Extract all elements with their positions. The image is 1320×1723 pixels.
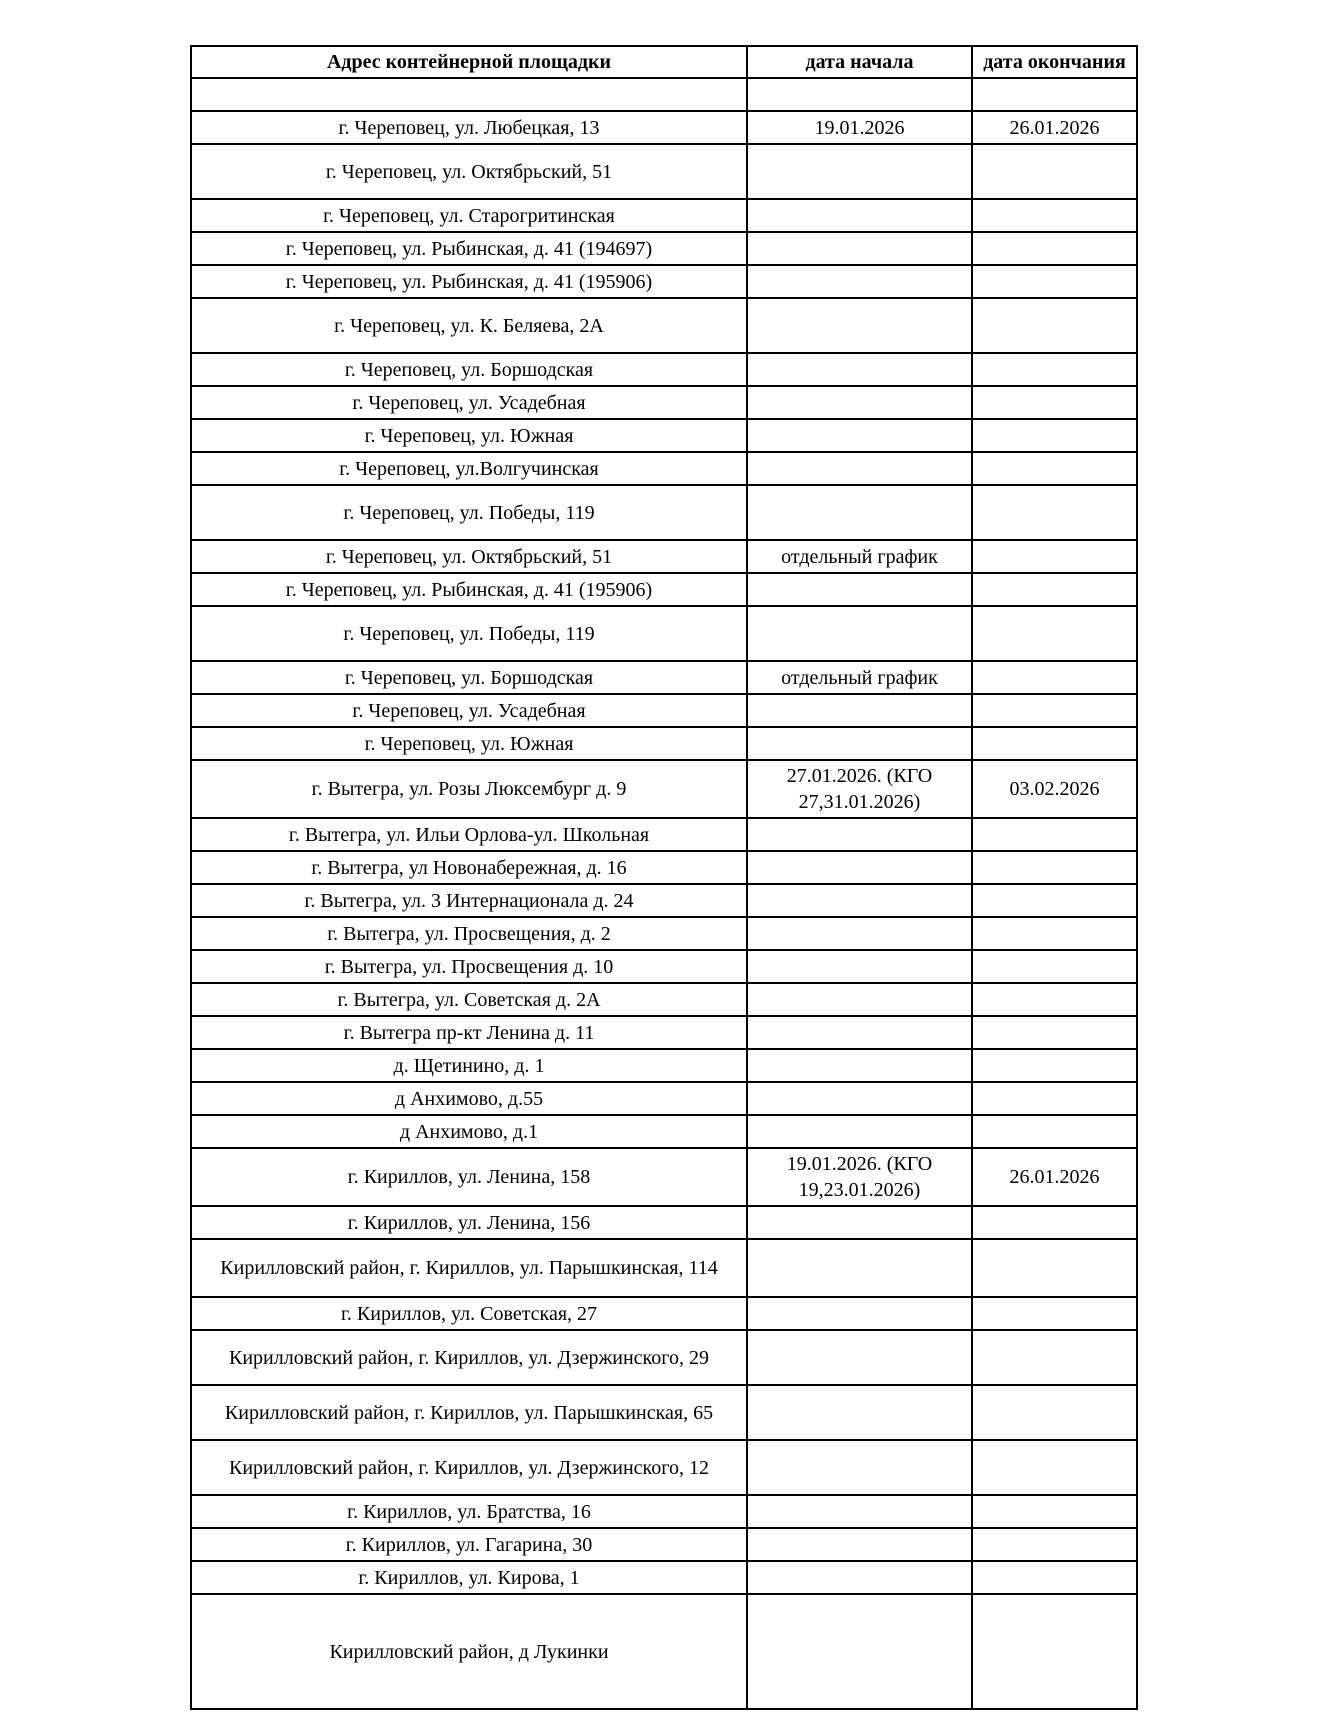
address-cell: Кирилловский район, г. Кириллов, ул. Парышкинская, 114 <box>191 1239 747 1297</box>
end-date-cell <box>972 232 1137 265</box>
end-date-cell <box>972 950 1137 983</box>
start-date-cell <box>747 419 972 452</box>
table-row <box>191 1297 1137 1330</box>
start-date-cell <box>747 818 972 851</box>
table-row <box>191 199 1137 232</box>
address-cell: г. Вытегра, ул. Розы Люксембург д. 9 <box>191 760 747 818</box>
start-date-cell <box>747 917 972 950</box>
end-date-cell <box>972 1495 1137 1528</box>
end-date-cell <box>972 727 1137 760</box>
address-cell: г. Череповец, ул. Боршодская <box>191 353 747 386</box>
address-cell: г. Череповец, ул. Октябрьский, 51 <box>191 540 747 573</box>
end-date-cell <box>972 1115 1137 1148</box>
table-row <box>191 232 1137 265</box>
end-date-cell <box>972 1594 1137 1709</box>
address-cell: д. Щетинино, д. 1 <box>191 1049 747 1082</box>
address-cell: г. Череповец, ул. Усадебная <box>191 386 747 419</box>
address-cell: Кирилловский район, г. Кириллов, ул. Парышкинская, 65 <box>191 1385 747 1440</box>
table-row <box>191 1082 1137 1115</box>
end-date-cell <box>972 694 1137 727</box>
end-date-cell <box>972 1082 1137 1115</box>
table-row <box>191 983 1137 1016</box>
end-date-cell <box>972 419 1137 452</box>
table-row <box>191 1016 1137 1049</box>
end-date-cell <box>972 851 1137 884</box>
end-date-cell <box>972 1206 1137 1239</box>
address-cell: г. Кириллов, ул. Братства, 16 <box>191 1495 747 1528</box>
end-date-cell <box>972 1528 1137 1561</box>
address-cell: г. Череповец, ул. Усадебная <box>191 694 747 727</box>
table-row <box>191 386 1137 419</box>
table-row <box>191 818 1137 851</box>
address-cell: г. Череповец, ул. Боршодская <box>191 661 747 694</box>
table-row <box>191 298 1137 353</box>
header-end-date: дата окончания <box>972 46 1137 78</box>
address-cell: г. Череповец, ул. Любецкая, 13 <box>191 111 747 144</box>
end-date-cell <box>972 265 1137 298</box>
end-date-cell <box>972 983 1137 1016</box>
address-cell: г. Вытегра, ул. Ильи Орлова-ул. Школьная <box>191 818 747 851</box>
end-date-cell <box>972 573 1137 606</box>
table-row <box>191 694 1137 727</box>
start-date-cell <box>747 1495 972 1528</box>
start-date-cell <box>747 950 972 983</box>
end-date-cell <box>972 606 1137 661</box>
address-cell: Кирилловский район, г. Кириллов, ул. Дзержинского, 12 <box>191 1440 747 1495</box>
address-cell: г. Череповец, ул. Южная <box>191 727 747 760</box>
end-date-cell <box>972 1049 1137 1082</box>
table-row <box>191 573 1137 606</box>
end-date-cell <box>972 298 1137 353</box>
start-date-cell <box>747 1385 972 1440</box>
address-cell: г. Вытегра, ул Новонабережная, д. 16 <box>191 851 747 884</box>
address-cell: Кирилловский район, г. Кириллов, ул. Дзержинского, 29 <box>191 1330 747 1385</box>
table-row <box>191 1385 1137 1440</box>
start-date-cell: 19.01.2026. (КГО 19,23.01.2026) <box>747 1148 972 1206</box>
start-date-cell <box>747 386 972 419</box>
start-date-cell <box>747 1528 972 1561</box>
start-date-cell <box>747 1561 972 1594</box>
start-date-cell <box>747 1239 972 1297</box>
start-date-cell <box>747 1115 972 1148</box>
address-cell: г. Вытегра, ул. Советская д. 2А <box>191 983 747 1016</box>
table-row <box>191 661 1137 694</box>
end-date-cell: 26.01.2026 <box>972 111 1137 144</box>
table-row <box>191 353 1137 386</box>
end-date-cell <box>972 452 1137 485</box>
table-row <box>191 760 1137 818</box>
table-row <box>191 265 1137 298</box>
start-date-cell <box>747 1206 972 1239</box>
table-row <box>191 78 1137 111</box>
address-cell: д Анхимово, д.1 <box>191 1115 747 1148</box>
end-date-cell <box>972 917 1137 950</box>
table-row <box>191 1148 1137 1206</box>
address-cell: г. Череповец, ул. Старогритинская <box>191 199 747 232</box>
header-address: Адрес контейнерной площадки <box>191 46 747 78</box>
address-cell: г. Череповец, ул. Победы, 119 <box>191 606 747 661</box>
start-date-cell <box>747 884 972 917</box>
table-row <box>191 1330 1137 1385</box>
start-date-cell <box>747 199 972 232</box>
start-date-cell: 27.01.2026. (КГО 27,31.01.2026) <box>747 760 972 818</box>
start-date-cell <box>747 298 972 353</box>
start-date-cell <box>747 1049 972 1082</box>
start-date-cell: отдельный график <box>747 540 972 573</box>
end-date-cell <box>972 353 1137 386</box>
schedule-sheet <box>190 45 1136 1710</box>
address-cell: г. Череповец, ул. К. Беляева, 2А <box>191 298 747 353</box>
start-date-cell <box>747 727 972 760</box>
start-date-cell <box>747 851 972 884</box>
table-row <box>191 606 1137 661</box>
start-date-cell <box>747 144 972 199</box>
address-cell <box>191 78 747 111</box>
address-cell: Кирилловский район, д Лукинки <box>191 1594 747 1709</box>
end-date-cell <box>972 199 1137 232</box>
header-start-date: дата начала <box>747 46 972 78</box>
table-row <box>191 1239 1137 1297</box>
table-row <box>191 144 1137 199</box>
address-cell: г. Кириллов, ул. Гагарина, 30 <box>191 1528 747 1561</box>
end-date-cell <box>972 1297 1137 1330</box>
table-row <box>191 111 1137 144</box>
table-row <box>191 1594 1137 1709</box>
start-date-cell <box>747 485 972 540</box>
table-row <box>191 917 1137 950</box>
table-row <box>191 727 1137 760</box>
start-date-cell <box>747 353 972 386</box>
address-cell: г. Вытегра, ул. 3 Интернационала д. 24 <box>191 884 747 917</box>
start-date-cell <box>747 265 972 298</box>
table-row <box>191 452 1137 485</box>
address-cell: д Анхимово, д.55 <box>191 1082 747 1115</box>
address-cell: г. Череповец, ул. Южная <box>191 419 747 452</box>
start-date-cell <box>747 606 972 661</box>
table-row <box>191 884 1137 917</box>
address-cell: г. Вытегра пр-кт Ленина д. 11 <box>191 1016 747 1049</box>
table-row <box>191 485 1137 540</box>
table-row <box>191 540 1137 573</box>
start-date-cell: 19.01.2026 <box>747 111 972 144</box>
start-date-cell <box>747 232 972 265</box>
start-date-cell <box>747 1016 972 1049</box>
address-cell: г. Кириллов, ул. Ленина, 156 <box>191 1206 747 1239</box>
table-row <box>191 1528 1137 1561</box>
table-row <box>191 1115 1137 1148</box>
start-date-cell <box>747 573 972 606</box>
start-date-cell <box>747 983 972 1016</box>
start-date-cell <box>747 78 972 111</box>
table-row <box>191 851 1137 884</box>
address-cell: г. Череповец, ул. Рыбинская, д. 41 (194697) <box>191 232 747 265</box>
end-date-cell <box>972 485 1137 540</box>
table-row <box>191 1049 1137 1082</box>
address-cell: г. Вытегра, ул. Просвещения, д. 2 <box>191 917 747 950</box>
end-date-cell: 03.02.2026 <box>972 760 1137 818</box>
start-date-cell <box>747 452 972 485</box>
address-cell: г. Череповец, ул.Волгучинская <box>191 452 747 485</box>
start-date-cell <box>747 1594 972 1709</box>
end-date-cell <box>972 1385 1137 1440</box>
address-cell: г. Кириллов, ул. Ленина, 158 <box>191 1148 747 1206</box>
table-row <box>191 1561 1137 1594</box>
address-cell: г. Вытегра, ул. Просвещения д. 10 <box>191 950 747 983</box>
end-date-cell <box>972 661 1137 694</box>
header-row <box>191 46 1137 78</box>
end-date-cell <box>972 144 1137 199</box>
address-cell: г. Кириллов, ул. Кирова, 1 <box>191 1561 747 1594</box>
end-date-cell <box>972 1330 1137 1385</box>
start-date-cell <box>747 1297 972 1330</box>
end-date-cell <box>972 1561 1137 1594</box>
table-row <box>191 1495 1137 1528</box>
end-date-cell <box>972 1239 1137 1297</box>
table-row <box>191 419 1137 452</box>
table-row <box>191 1206 1137 1239</box>
end-date-cell <box>972 818 1137 851</box>
start-date-cell: отдельный график <box>747 661 972 694</box>
table-row <box>191 950 1137 983</box>
start-date-cell <box>747 1330 972 1385</box>
address-cell: г. Кириллов, ул. Советская, 27 <box>191 1297 747 1330</box>
container-site-schedule-table <box>190 45 1138 1710</box>
start-date-cell <box>747 694 972 727</box>
end-date-cell <box>972 386 1137 419</box>
address-cell: г. Череповец, ул. Победы, 119 <box>191 485 747 540</box>
end-date-cell <box>972 884 1137 917</box>
end-date-cell <box>972 1016 1137 1049</box>
address-cell: г. Череповец, ул. Рыбинская, д. 41 (195906) <box>191 573 747 606</box>
address-cell: г. Череповец, ул. Октябрьский, 51 <box>191 144 747 199</box>
start-date-cell <box>747 1440 972 1495</box>
table-row <box>191 1440 1137 1495</box>
end-date-cell <box>972 540 1137 573</box>
end-date-cell: 26.01.2026 <box>972 1148 1137 1206</box>
start-date-cell <box>747 1082 972 1115</box>
end-date-cell <box>972 1440 1137 1495</box>
address-cell: г. Череповец, ул. Рыбинская, д. 41 (195906) <box>191 265 747 298</box>
end-date-cell <box>972 78 1137 111</box>
